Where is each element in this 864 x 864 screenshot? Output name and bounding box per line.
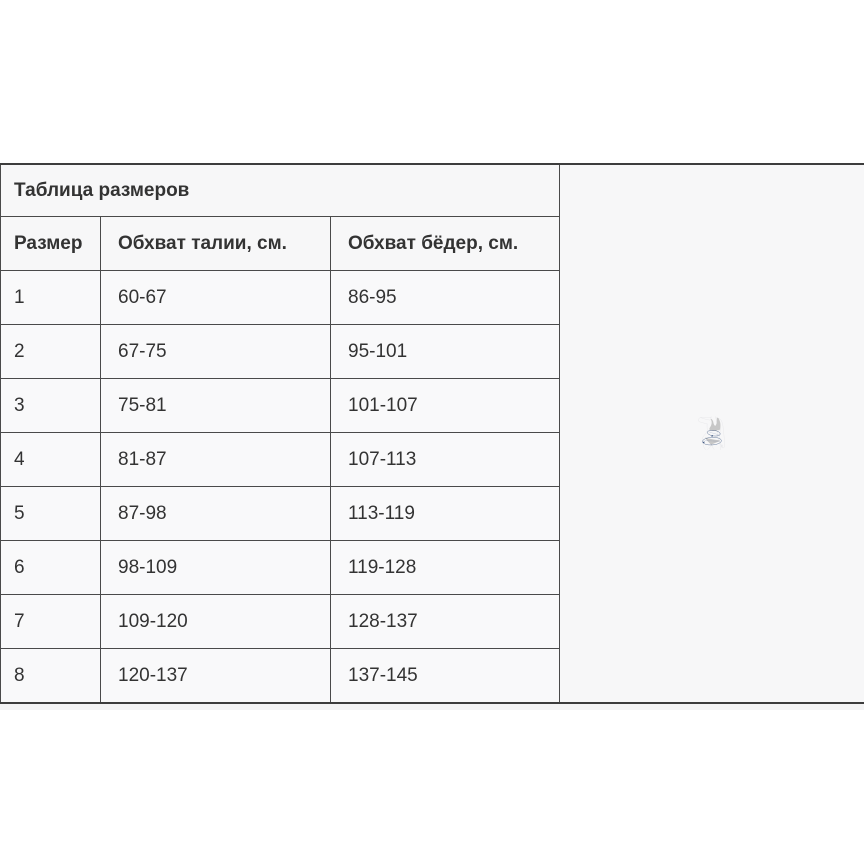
hips-cell: 137-145 [331, 649, 560, 704]
hips-cell: 101-107 [331, 379, 560, 433]
waist-cell: 67-75 [101, 325, 331, 379]
waist-cell: 120-137 [101, 649, 331, 704]
waist-cell: 98-109 [101, 541, 331, 595]
hips-cell: 128-137 [331, 595, 560, 649]
waist-cell: 81-87 [101, 433, 331, 487]
column-header-hips: Обхват бёдер, см. [331, 217, 560, 271]
waist-cell: 75-81 [101, 379, 331, 433]
hips-cell: 119-128 [331, 541, 560, 595]
size-cell: 3 [1, 379, 101, 433]
hips-cell: 86-95 [331, 271, 560, 325]
waist-cell: 109-120 [101, 595, 331, 649]
body-measurement-illustration [560, 408, 864, 459]
column-header-waist: Обхват талии, см. [101, 217, 331, 271]
hips-cell: 107-113 [331, 433, 560, 487]
size-chart-block [0, 163, 864, 710]
size-cell: 7 [1, 595, 101, 649]
table-title-row [1, 164, 864, 217]
hips-cell: 95-101 [331, 325, 560, 379]
size-cell: 5 [1, 487, 101, 541]
size-cell: 4 [1, 433, 101, 487]
bra-shape [709, 418, 720, 431]
figure-cell [560, 164, 864, 703]
column-header-size: Размер [1, 217, 101, 271]
table-title: Таблица размеров [1, 164, 560, 217]
size-cell: 1 [1, 271, 101, 325]
size-cell: 2 [1, 325, 101, 379]
hips-cell: 113-119 [331, 487, 560, 541]
waist-cell: 60-67 [101, 271, 331, 325]
size-table [0, 163, 864, 704]
size-cell: 6 [1, 541, 101, 595]
size-cell: 8 [1, 649, 101, 704]
waist-cell: 87-98 [101, 487, 331, 541]
